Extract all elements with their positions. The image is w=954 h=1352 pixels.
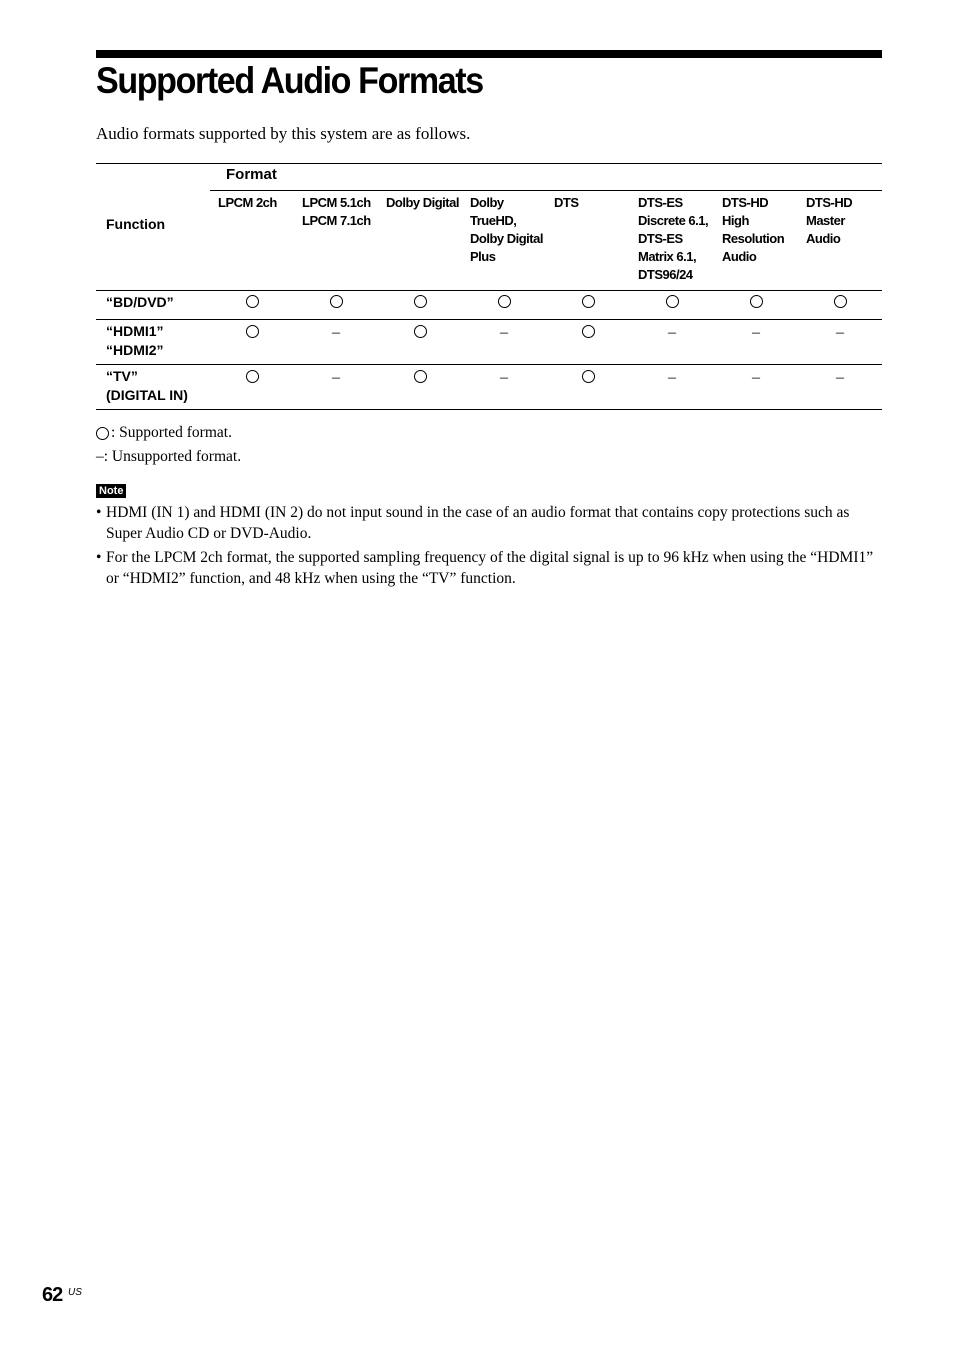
note-badge: Note: [96, 484, 126, 498]
supported-cell: [546, 325, 630, 342]
supported-circle-icon: [582, 370, 595, 383]
supported-cell: [546, 370, 630, 387]
note-item: • HDMI (IN 1) and HDMI (IN 2) do not input sound in the case of an audio format that contains copy protections such as Super Audio CD or DVD-Audio.: [96, 502, 882, 544]
legend-unsupported: –: Unsupported format.: [96, 448, 242, 465]
supported-circle-icon: [666, 295, 679, 308]
header-bottom-rule: [96, 290, 882, 291]
supported-circle-icon: [246, 295, 259, 308]
page-number: 62: [42, 1284, 63, 1306]
unsupported-cell: –: [836, 324, 844, 341]
page-title: Supported Audio Formats: [96, 60, 483, 101]
column-header: DTS-HD High Resolution Audio: [722, 195, 785, 264]
supported-circle-icon: [498, 295, 511, 308]
row-label-bd-dvd: “BD/DVD”: [106, 294, 174, 310]
unsupported-cell: –: [500, 324, 508, 341]
table-top-rule: [96, 163, 882, 164]
note-list: [96, 502, 882, 592]
table-bottom-rule: [96, 409, 882, 410]
legend-supported: [96, 424, 232, 442]
supported-circle-icon: [96, 427, 109, 440]
supported-circle-icon: [330, 295, 343, 308]
column-header: LPCM 5.1ch LPCM 7.1ch: [302, 195, 371, 228]
supported-circle-icon: [414, 325, 427, 338]
note-item: • For the LPCM 2ch format, the supported sampling frequency of the digital signal is up to 96 kHz when using the “HDMI1” or “HDMI2” function, and 48 kHz when using the “TV” function.: [96, 547, 882, 589]
supported-cell: [462, 295, 546, 312]
supported-cell: [798, 295, 882, 312]
format-header: Format: [226, 166, 277, 183]
row-rule: [96, 364, 882, 365]
supported-circle-icon: [582, 325, 595, 338]
supported-cell: [546, 295, 630, 312]
unsupported-cell: –: [752, 324, 760, 341]
supported-circle-icon: [750, 295, 763, 308]
supported-cell: [378, 325, 462, 342]
format-header-rule: [210, 190, 882, 191]
unsupported-cell: –: [668, 324, 676, 341]
column-header: Dolby Digital: [386, 195, 459, 210]
column-header: LPCM 2ch: [218, 195, 277, 210]
supported-cell: [714, 295, 798, 312]
row-rule: [96, 319, 882, 320]
column-header: DTS-HD Master Audio: [806, 195, 853, 246]
unsupported-cell: –: [752, 369, 760, 386]
supported-circle-icon: [582, 295, 595, 308]
title-rule: [96, 50, 882, 58]
column-header: DTS-ES Discrete 6.1, DTS-ES Matrix 6.1, DTS96/24: [638, 195, 709, 282]
supported-circle-icon: [834, 295, 847, 308]
unsupported-cell: –: [836, 369, 844, 386]
row-label-tv: “TV” (DIGITAL IN): [106, 368, 188, 403]
supported-cell: [210, 325, 294, 342]
column-header: Dolby TrueHD, Dolby Digital Plus: [470, 195, 543, 264]
supported-circle-icon: [414, 370, 427, 383]
page-region-suffix: US: [68, 1287, 82, 1298]
unsupported-cell: –: [332, 369, 340, 386]
unsupported-cell: –: [668, 369, 676, 386]
column-header: DTS: [554, 195, 579, 210]
supported-cell: [210, 295, 294, 312]
supported-cell: [378, 295, 462, 312]
supported-cell: [294, 295, 378, 312]
unsupported-cell: –: [332, 324, 340, 341]
row-label-hdmi: “HDMI1” “HDMI2”: [106, 323, 164, 358]
supported-circle-icon: [246, 325, 259, 338]
supported-cell: [378, 370, 462, 387]
supported-circle-icon: [246, 370, 259, 383]
intro-text: Audio formats supported by this system are as follows.: [96, 124, 471, 143]
unsupported-cell: –: [500, 369, 508, 386]
supported-cell: [630, 295, 714, 312]
supported-circle-icon: [414, 295, 427, 308]
supported-cell: [210, 370, 294, 387]
function-header: Function: [106, 216, 166, 232]
legend-supported-text: : Supported format.: [111, 424, 232, 441]
